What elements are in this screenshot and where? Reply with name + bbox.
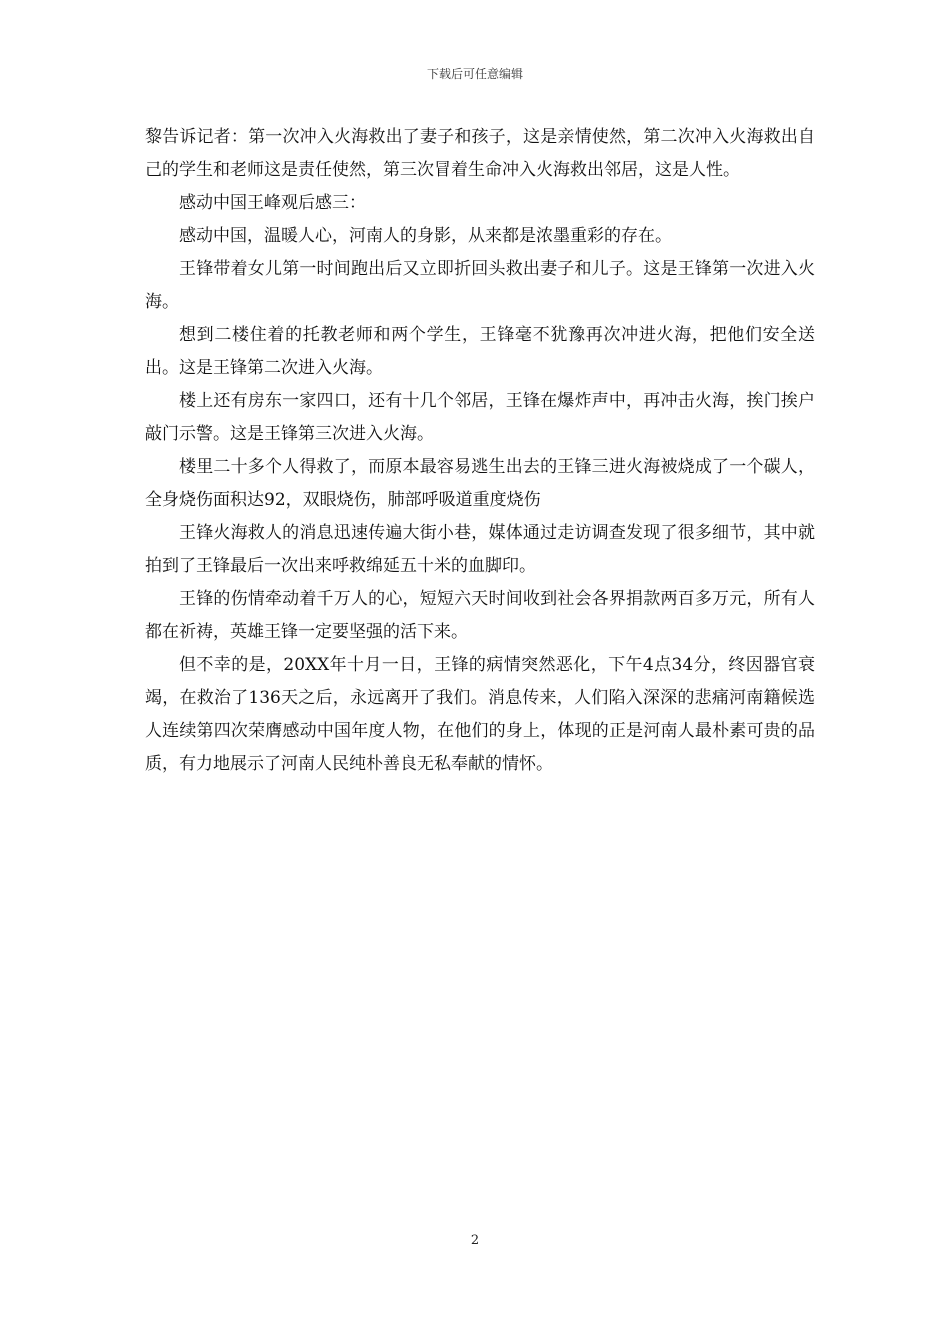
paragraph-7: 楼里二十多个人得救了，而原本最容易逃生出去的王锋三进火海被烧成了一个碳人，全身烧伤面积达92，双眼烧伤，肺部呼吸道重度烧伤 — [145, 457, 815, 510]
document-body — [145, 121, 815, 781]
paragraph-6: 楼上还有房东一家四口，还有十几个邻居，王锋在爆炸声中，再冲击火海，挨门挨户敲门示警。这是王锋第三次进入火海。 — [145, 391, 815, 444]
paragraph-1: 黎告诉记者：第一次冲入火海救出了妻子和孩子，这是亲情使然，第二次冲入火海救出自己的学生和老师这是责任使然，第三次冒着生命冲入火海救出邻居，这是人性。 — [145, 127, 815, 180]
page-header: 下载后可任意编辑 — [426, 67, 523, 81]
paragraph-9: 王锋的伤情牵动着千万人的心，短短六天时间收到社会各界捐款两百多万元，所有人都在祈祷，英雄王锋一定要坚强的活下来。 — [145, 589, 815, 642]
page-number: 2 — [470, 1233, 480, 1248]
paragraph-8: 王锋火海救人的消息迅速传遍大街小巷，媒体通过走访调查发现了很多细节，其中就拍到了王锋最后一次出来呼救绵延五十米的血脚印。 — [145, 523, 815, 576]
paragraph-10: 但不幸的是，20XX年十月一日，王锋的病情突然恶化，下午4点34分，终因器官衰竭，在救治了136天之后，永远离开了我们。消息传来，人们陷入深深的悲痛河南籍候选人连续第四次荣膺感动中国年度人物，在他们的身上，体现的正是河南人最朴素可贵的品质，有力地展示了河南人民纯朴善良无私奉献的情怀。 — [145, 655, 815, 774]
paragraph-4: 王锋带着女儿第一时间跑出后又立即折回头救出妻子和儿子。这是王锋第一次进入火海。 — [145, 259, 815, 312]
paragraph-5: 想到二楼住着的托教老师和两个学生，王锋毫不犹豫再次冲进火海，把他们安全送出。这是王锋第二次进入火海。 — [145, 325, 815, 378]
paragraph-3: 感动中国，温暖人心，河南人的身影，从来都是浓墨重彩的存在。 — [179, 226, 672, 246]
section-heading: 感动中国王峰观后感三： — [179, 193, 366, 213]
